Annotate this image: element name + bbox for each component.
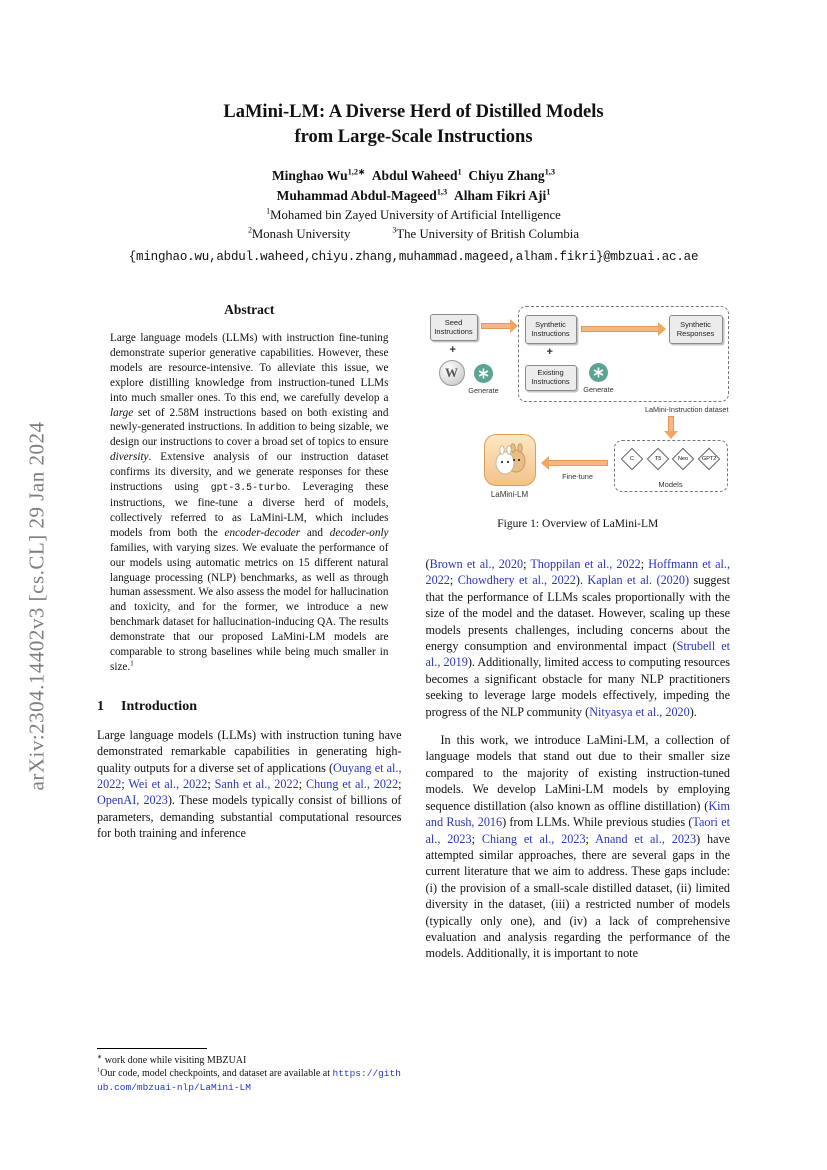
synthetic-instructions-box: Synthetic Instructions bbox=[525, 315, 577, 344]
citation[interactable]: Wei et al., 2022 bbox=[128, 777, 208, 792]
lamini-dataset-label: LaMini-Instruction dataset bbox=[644, 405, 729, 414]
intro-paragraph-3 bbox=[426, 732, 731, 962]
text-segment bbox=[447, 188, 454, 203]
authors-line-2 bbox=[0, 186, 827, 206]
text-segment: Monash University bbox=[251, 227, 351, 241]
email-line: {minghao.wu,abdul.waheed,chiyu.zhang,muhammad.mageed,alham.fikri}@mbzuai.ac.ae bbox=[128, 250, 699, 264]
text-segment: ). bbox=[575, 573, 588, 588]
text-segment: ) from LLMs. While previous studies ( bbox=[502, 815, 693, 830]
text-segment: ; bbox=[523, 557, 531, 571]
text-segment: Abdul Waheed bbox=[371, 168, 458, 183]
text-segment: 1 bbox=[266, 206, 271, 216]
text-segment: ) have attempted similar approaches, there are several gaps in the current literature that we aim to address. These gaps include: (i) the provision of a small-scale distilled dataset, (ii) limited diversity in the dataset, (iii) a restricted number of models (typically only one), and (iv) a lack of comprehensive evaluation and analysis regarding the performance of the models. Additionally, it is important to note bbox=[425, 831, 731, 961]
text-segment: diversity bbox=[110, 451, 149, 464]
text-segment: The University of British Columbia bbox=[396, 227, 580, 241]
plus-sign: + bbox=[546, 346, 553, 358]
text-segment: suggest that the performance of LLMs scales proportionally with the size of the model and the dataset. However, scaling up these models presents challenges, including concerns about the energy consumption and environmental impact ( bbox=[425, 573, 730, 654]
footnote-star bbox=[97, 1054, 402, 1068]
text-segment: ∗ bbox=[97, 1053, 103, 1061]
generate-label: Generate bbox=[583, 385, 614, 394]
text-segment: families, with varying sizes. We evaluate the performance of our models using automatic metrics on 15 different natural language processing (NLP) benchmarks, as well as through human assessment. We also assess the model for hallucination and toxicity, and for the former, we introduce a new benchmark dataset for hallucination-inducing QA. The results demonstrate that our proposed LaMini-LM models are comparable to strong baselines while being much smaller in size. bbox=[110, 541, 389, 673]
citation[interactable]: Kaplan et al. (2020) bbox=[587, 573, 690, 588]
citation[interactable]: OpenAI, 2023 bbox=[97, 793, 168, 808]
arrow-left-icon bbox=[548, 460, 608, 466]
existing-instructions-box: Existing Instructions bbox=[525, 365, 577, 391]
text-segment: large bbox=[110, 406, 134, 419]
citation[interactable]: Nityasya et al., 2020 bbox=[589, 704, 690, 719]
finetune-label: Fine-tune bbox=[562, 472, 593, 481]
arrow-right-icon bbox=[481, 323, 511, 329]
text-segment bbox=[365, 168, 372, 183]
text-segment: ( bbox=[425, 557, 430, 571]
text-segment: ). These models typically consist of billions of parameters, demanding substantial computational resources for both training and inference bbox=[97, 793, 402, 841]
title-line-1: LaMini-LM: A Diverse Herd of Distilled Models bbox=[223, 102, 604, 122]
text-segment: 1 bbox=[97, 1066, 101, 1074]
text-segment: ; bbox=[640, 557, 649, 571]
citation[interactable]: Anand et al., 2023 bbox=[595, 831, 697, 846]
citation[interactable]: Taori et al., 2023 bbox=[425, 815, 730, 846]
left-column bbox=[97, 302, 402, 1094]
text-segment: ; bbox=[585, 831, 596, 846]
text-segment: . Leveraging these instructions, we fine-tune a diverse herd of models, collectively referred to as LaMini-LM, which includes models from both the bbox=[110, 481, 389, 539]
text-segment: ; bbox=[449, 573, 458, 588]
model-chip-label: C bbox=[630, 455, 635, 462]
model-chip bbox=[672, 448, 695, 471]
text-segment: 1,3 bbox=[544, 167, 556, 177]
section-heading-introduction bbox=[97, 699, 402, 715]
affiliation-line-2 bbox=[0, 225, 827, 244]
seed-instructions-box: Seed Instructions bbox=[430, 314, 478, 341]
citation[interactable]: Hoffmann et al., 2022 bbox=[425, 557, 731, 588]
text-segment: ; bbox=[121, 777, 129, 792]
model-chip bbox=[698, 448, 721, 471]
two-column-body bbox=[0, 302, 827, 1094]
text-segment: and bbox=[300, 526, 330, 539]
text-segment: 2 bbox=[247, 225, 252, 235]
text-segment: ; bbox=[298, 777, 306, 792]
model-chips bbox=[615, 451, 727, 467]
model-chip-label: GPT2 bbox=[701, 456, 717, 462]
text-segment: ). bbox=[689, 704, 697, 719]
intro-paragraph-1 bbox=[97, 727, 402, 842]
text-segment: 1 bbox=[130, 659, 134, 668]
text-segment: 1 bbox=[457, 167, 462, 177]
text-segment: Large language models (LLMs) with instruction tuning have demonstrated remarkable capabilities in generating high-quality outputs for a diverse set of applications ( bbox=[97, 727, 402, 775]
citation[interactable]: Strubell et al., 2019 bbox=[425, 639, 730, 670]
plus-sign: + bbox=[449, 344, 456, 356]
text-segment: . Extensive analysis of our instruction dataset confirms its diversity, and we generate responses for these instructions using bbox=[110, 451, 389, 494]
right-column bbox=[426, 302, 731, 1094]
text-segment: 1,2∗ bbox=[347, 167, 366, 177]
text-segment: Chiyu Zhang bbox=[468, 168, 545, 183]
footnotes bbox=[97, 1048, 402, 1095]
affiliation-line-1 bbox=[0, 206, 827, 225]
text-segment: ; bbox=[471, 831, 482, 846]
title-line-2: from Large-Scale Instructions bbox=[294, 127, 533, 147]
text-segment: ; bbox=[207, 777, 215, 792]
hyperlink[interactable]: https://github.com/mbzuai-nlp/LaMini-LM bbox=[97, 1068, 401, 1093]
text-segment: Minghao Wu bbox=[271, 168, 348, 183]
dataset-dashed-box bbox=[518, 306, 729, 402]
citation[interactable]: Ouyang et al., 2022 bbox=[97, 760, 402, 792]
text-segment: work done while visiting MBZUAI bbox=[102, 1054, 247, 1066]
text-segment: Large language models (LLMs) with instruction fine-tuning demonstrate superior generative capabilities. However, these models are resource-intensive. To alleviate this issue, we explore distilling knowledge from instruction-tuned LLMs into much smaller ones. To this end, we carefully develop a bbox=[110, 332, 389, 404]
arrow-down-icon bbox=[668, 416, 674, 432]
llama-glyph bbox=[490, 440, 530, 480]
model-chip-label: T5 bbox=[654, 455, 661, 462]
model-chip bbox=[621, 448, 644, 471]
citation[interactable]: Chowdhery et al., 2022 bbox=[457, 573, 576, 588]
abstract-heading: Abstract bbox=[224, 302, 275, 317]
model-chip-label: Neo bbox=[678, 456, 689, 462]
model-chip bbox=[646, 448, 669, 471]
text-segment: Mohamed bin Zayed University of Artificial Intelligence bbox=[270, 208, 561, 222]
section-title: Introduction bbox=[121, 698, 197, 714]
openai-glyph bbox=[593, 367, 604, 378]
synthetic-responses-box: Synthetic Responses bbox=[669, 315, 723, 344]
citation[interactable]: Chiang et al., 2023 bbox=[481, 831, 586, 846]
footnote-1 bbox=[97, 1067, 402, 1094]
abstract-text bbox=[110, 331, 389, 675]
models-label: Models bbox=[658, 480, 683, 489]
text-segment: 1,3 bbox=[436, 187, 448, 197]
citation[interactable]: Sanh et al., 2022 bbox=[214, 777, 299, 792]
figure-1 bbox=[426, 304, 729, 504]
lamini-lm-label: LaMini-LM bbox=[490, 490, 529, 499]
openai-icon bbox=[474, 364, 493, 383]
text-segment: gpt-3.5-turbo bbox=[210, 482, 288, 494]
generate-label: Generate bbox=[468, 386, 499, 395]
arrow-right-icon bbox=[581, 326, 659, 332]
openai-glyph bbox=[478, 368, 489, 379]
wikipedia-icon bbox=[439, 360, 465, 386]
text-segment: encoder-decoder bbox=[224, 526, 301, 539]
citation[interactable]: Chung et al., 2022 bbox=[305, 777, 399, 792]
arxiv-watermark: arXiv:2304.14402v3 [cs.CL] 29 Jan 2024 bbox=[24, 421, 49, 791]
text-segment: Alham Fikri Aji bbox=[453, 188, 547, 203]
text-segment: decoder-only bbox=[329, 526, 389, 539]
models-dashed-box bbox=[614, 440, 728, 492]
paper-header bbox=[0, 0, 827, 264]
citation[interactable]: Kim and Rush, 2016 bbox=[425, 798, 730, 830]
openai-icon bbox=[589, 363, 608, 382]
paper-title bbox=[0, 100, 827, 150]
wikipedia-letter: W bbox=[445, 365, 458, 380]
section-number: 1 bbox=[97, 698, 104, 714]
text-segment: set of 2.58M instructions based on both existing and newly-generated instructions. In addition to being sizable, we design our instructions to cover a broad set of topics to ensure bbox=[110, 406, 389, 449]
text-segment: 3 bbox=[392, 225, 397, 235]
text-segment: In this work, we introduce LaMini-LM, a collection of language models that stand out due to their smaller size compared to the majority of existing instruction-tuned models. We develop LaMini-LM models by employing sequence distillation (also known as offline distillation) ( bbox=[425, 733, 730, 813]
llama-icon bbox=[484, 434, 536, 486]
citation[interactable]: Thoppilan et al., 2022 bbox=[530, 557, 641, 571]
figure-caption: Figure 1: Overview of LaMini-LM bbox=[497, 518, 659, 530]
text-segment: Our code, model checkpoints, and dataset are available at bbox=[100, 1068, 333, 1079]
text-segment: ). Additionally, limited access to computing resources becomes a significant obstacle for many NLP practitioners seeking to leverage large models effectively, impeding the progress of the NLP community ( bbox=[425, 655, 730, 719]
authors-line-1 bbox=[0, 166, 827, 186]
text-segment: Muhammad Abdul-Mageed bbox=[276, 188, 437, 203]
citation[interactable]: Brown et al., 2020 bbox=[429, 557, 524, 571]
text-segment: 1 bbox=[546, 187, 551, 197]
text-segment: ; bbox=[398, 777, 402, 792]
intro-paragraph-2 bbox=[426, 556, 731, 720]
footnote-rule bbox=[97, 1048, 207, 1049]
